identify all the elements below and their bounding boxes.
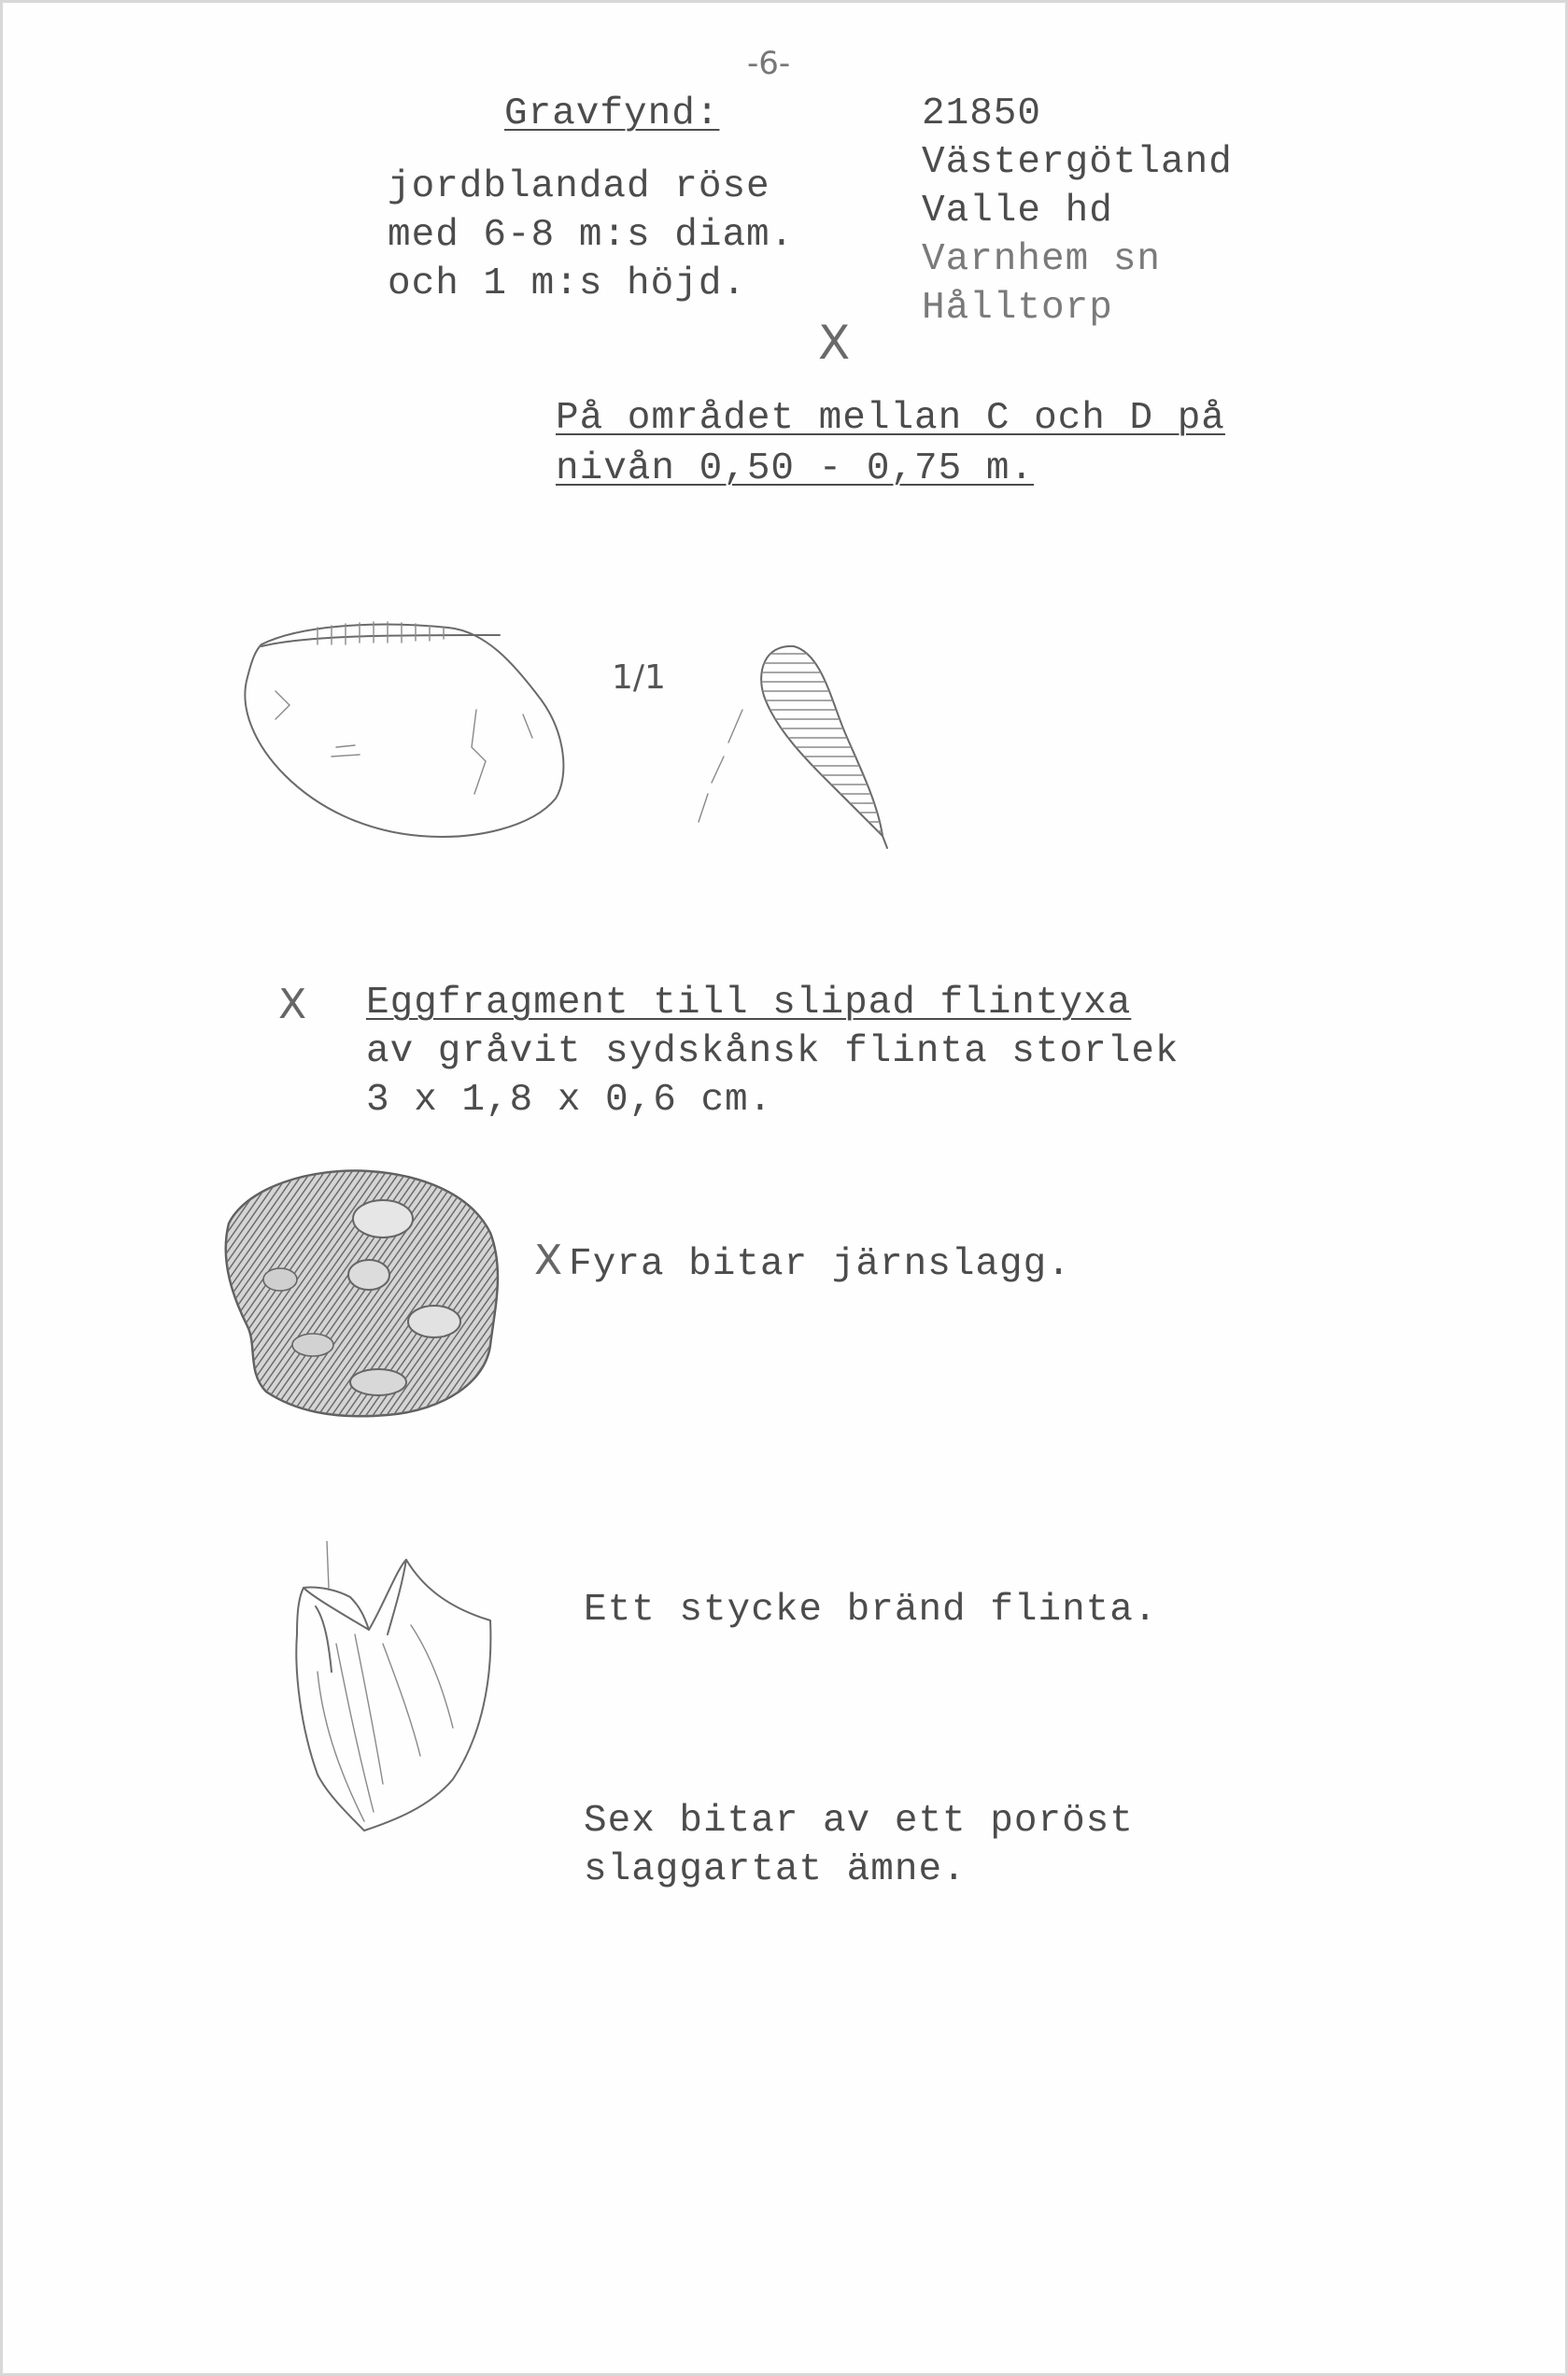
handwritten-x-mark: X	[818, 316, 851, 370]
slag-line	[534, 1238, 1071, 1288]
location-province: Västergötland	[922, 141, 1233, 184]
grave-description-line-3: och 1 m:s höjd.	[388, 262, 747, 305]
slag-text: Fyra bitar järnslagg.	[569, 1243, 1071, 1286]
area-line-1: På området mellan C och D på	[556, 397, 1225, 440]
porous-line-2: slaggartat ämne.	[584, 1848, 967, 1891]
grave-description-line-2: med 6-8 m:s diam.	[388, 214, 795, 257]
axe-section-drawing	[654, 626, 934, 859]
axe-line-2: av gråvit sydskånsk flinta storlek	[366, 1030, 1180, 1073]
burnt-flint-text: Ett stycke bränd flinta.	[584, 1589, 1158, 1632]
axe-fragment-drawing	[233, 607, 579, 850]
scale-label: 1/1	[612, 658, 666, 697]
page-number: -6-	[747, 45, 791, 82]
area-line-2: nivån 0,50 - 0,75 m.	[556, 447, 1035, 490]
axe-x-mark: X	[278, 981, 307, 1028]
burnt-flint-drawing	[280, 1541, 523, 1849]
slag-drawing	[210, 1158, 509, 1429]
axe-line-3: 3 x 1,8 x 0,6 cm.	[366, 1079, 773, 1122]
axe-line-1-text: Eggfragment till slipad flintyxa	[366, 982, 1132, 1025]
location-parish: Varnhem sn	[922, 238, 1162, 281]
catalog-number: 21850	[922, 92, 1042, 135]
slag-x-mark: X	[534, 1237, 564, 1284]
grave-title: Gravfynd:	[504, 92, 720, 135]
location-site: Hålltorp	[922, 287, 1113, 330]
burnt-flint-line	[584, 1588, 1158, 1634]
location-district: Valle hd	[922, 190, 1113, 233]
axe-line-1	[366, 981, 1131, 1026]
porous-line-1: Sex bitar av ett poröst	[584, 1800, 1134, 1843]
grave-description-line-1: jordblandad röse	[388, 165, 770, 208]
